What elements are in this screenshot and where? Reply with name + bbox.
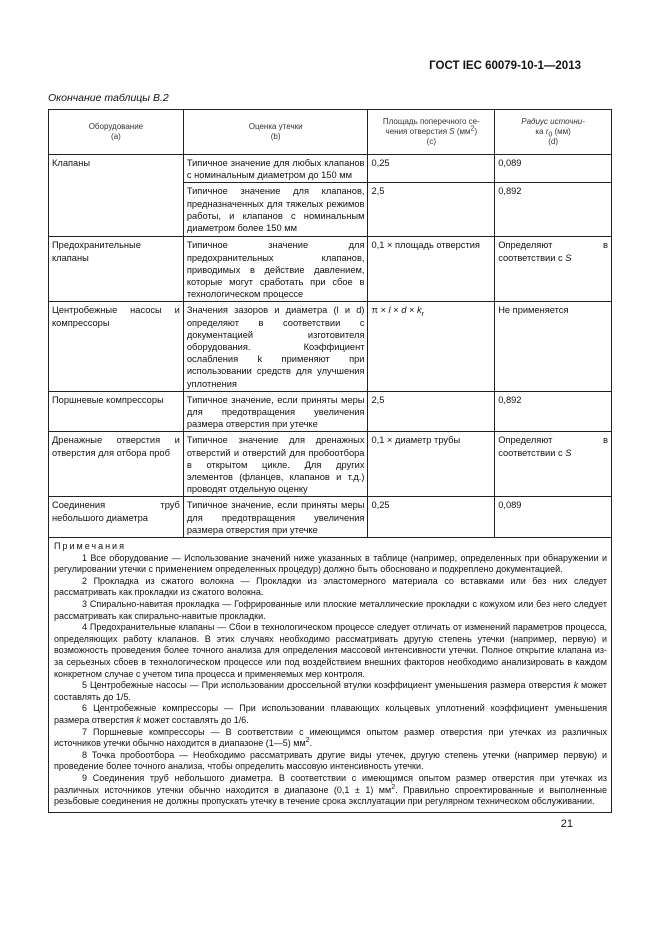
note-5 xyxy=(54,680,607,703)
variable-symbol: k xyxy=(416,305,422,316)
cell-radius-text: Определяют в соответствии с xyxy=(498,240,608,263)
table-row xyxy=(49,432,612,497)
column-header-area xyxy=(368,110,495,155)
cell-area: 0,1 × площадь отверстия xyxy=(368,237,495,302)
cell-radius xyxy=(495,432,612,497)
note-9 xyxy=(54,773,607,808)
cell-assessment: Значения зазоров и диаметра (l и d) определяют в соответствии с документацией изготовителя оборудования. Коэффициент ослабления k применяют при использовании средств для улучшения уплотнения xyxy=(183,302,368,391)
cell-assessment: Типичное значение, если приняты меры для предотвращения увеличения размера отверстия при утечке xyxy=(183,497,368,538)
variable-symbol: l xyxy=(388,305,391,316)
notes-row xyxy=(49,538,612,813)
cell-radius xyxy=(495,237,612,302)
variable-symbol: S xyxy=(565,252,572,263)
cell-assessment: Типичное значение, если приняты меры для предотвращения увеличения размера отверстия при утечке xyxy=(183,391,368,432)
note-text: может составлять до 1/6. xyxy=(140,714,249,725)
note-text: . xyxy=(309,738,313,749)
note-2: 2 Прокладка из сжатого волокна — Прокладки из эластомерного материала со вставками или без них следует рассматривать как прокладки из сжатого волокна. xyxy=(54,575,607,598)
formula-part: × xyxy=(390,305,402,316)
column-header-code: (b) xyxy=(270,132,281,141)
cell-equipment: Поршневые компрессоры xyxy=(49,391,184,432)
cell-equipment: Соединения труб небольшого диаметра xyxy=(49,497,184,538)
cell-area: 2,5 xyxy=(368,183,495,237)
column-header-label: Площадь поперечного се- xyxy=(382,117,480,126)
column-header-code: (d) xyxy=(548,137,558,146)
column-header-label: Оценка утечки xyxy=(248,122,303,131)
cell-radius: 0,089 xyxy=(495,497,612,538)
variable-symbol: d xyxy=(401,305,407,316)
column-header-label: Оборудование xyxy=(88,122,144,131)
cell-area xyxy=(368,302,495,391)
cell-radius-text: Определяют в соответствии с xyxy=(498,435,608,458)
table-row xyxy=(49,302,612,391)
cell-area: 2,5 xyxy=(368,391,495,432)
note-text: 9 Соединения труб небольшого диаметра. В соответствии с имеющимся опытом размер отверстия при утечках из различных источников утечки обычно находится в диапазоне (0,1 ± 1) мм xyxy=(54,772,607,795)
cell-assessment: Типичное значение для предохранительных клапанов, приводимых в действие давлением, которые могут сработать при сбое в технологическом процессе xyxy=(183,237,368,302)
document-standard-header: ГОСТ IEC 60079-10-1—2013 xyxy=(429,60,581,72)
superscript: 2 xyxy=(470,125,475,133)
equipment-leak-table xyxy=(48,109,612,813)
variable-symbol: r xyxy=(545,127,549,136)
cell-area: 0,1 × диаметр трубы xyxy=(368,432,495,497)
note-3: 3 Спирально-навитая прокладка — Гофрированные или плоские металлические прокладки с кожухом или без него следует рассматривать как спирально-навитые прокладки. xyxy=(54,599,607,621)
cell-assessment: Типичное значение для клапанов, предназначенных для тяжелых режимов работы, и клапанов с номинальным диаметром более 150 мм xyxy=(183,183,368,237)
note-4: 4 Предохранительные клапаны — Сбои в технологическом процессе следует отличать от изменений параметров процесса, определяющих работу клапанов. В этих случаях необходимо рассматривать другую степень утечки (например, первую) и возможность проведения более точного анализа для определения массовой интенсивности утечки. Полное открытие клапана из-за серьезных сбоев в технологическом процессе или под воздействием внешних факторов необходимо анализировать в каждом конкретном случае с учетом типа процесса и применяемых мер контроля. xyxy=(54,622,607,679)
cell-area: 0,25 xyxy=(368,497,495,538)
cell-radius: 0,892 xyxy=(495,183,612,237)
note-8: 8 Точка пробоотбора — Необходимо рассматривать другие виды утечек, другую степень утечки (например первую) и проведение более точного анализа, чтобы определить массовую интенсивность утечки. xyxy=(54,749,607,772)
table-row xyxy=(49,391,612,432)
column-header-label: (мм xyxy=(454,127,471,136)
variable-symbol: k xyxy=(136,714,141,725)
cell-radius: 0,892 xyxy=(495,391,612,432)
column-header-label: Радиус источни- xyxy=(521,117,585,126)
column-header-code: (a) xyxy=(111,132,121,141)
subscript: r xyxy=(421,311,424,319)
note-text: 7 Поршневые компрессоры — В соответствии с имеющимся опытом размер отверстия при утечках из различных источников утечки обычно находится в диапазоне (1—5) мм xyxy=(54,726,607,749)
note-text: . Правильно спроектированные и выполненные резьбовые соединения не должны пропускать утечку в течение срока эксплуатации при регулярном техническом обслуживании. xyxy=(54,784,607,807)
variable-symbol: S xyxy=(449,127,455,136)
table-header-row xyxy=(49,110,612,155)
cell-radius: Не применяется xyxy=(495,302,612,391)
cell-radius: 0,089 xyxy=(495,155,612,183)
column-header-code: (c) xyxy=(426,137,436,146)
note-6 xyxy=(54,703,607,726)
cell-equipment: Центробежные насосы и компрессоры xyxy=(49,302,184,391)
cell-assessment: Типичное значение для любых клапанов с номинальным диаметром до 150 мм xyxy=(183,155,368,183)
table-row xyxy=(49,497,612,538)
formula-part: × xyxy=(406,305,417,316)
table-caption: Окончание таблицы B.2 xyxy=(48,92,169,104)
column-header-assessment xyxy=(183,110,368,155)
cell-assessment: Типичное значение для дренажных отверстий и отверстий для пробоотбора в открытом цикле. Для других элементов (фланцев, клапанов и т.д.) проводят отдельную оценку xyxy=(183,432,368,497)
subscript: 0 xyxy=(548,131,553,139)
cell-area: 0,25 xyxy=(368,155,495,183)
note-text: может составлять до 1/5. xyxy=(54,680,607,702)
column-header-equipment xyxy=(49,110,184,155)
variable-symbol: k xyxy=(573,680,579,691)
formula-part: π × xyxy=(371,305,389,316)
cell-equipment: Предохранительные клапаны xyxy=(49,237,184,302)
variable-symbol: S xyxy=(565,447,572,458)
column-header-label: ка xyxy=(535,127,546,136)
note-text: 6 Центробежные компрессоры — При использовании плавающих кольцевых уплотнений коэффициент уменьшения размера отверстия xyxy=(54,703,607,725)
table-row xyxy=(49,237,612,302)
column-header-label: чения отверстия xyxy=(385,127,450,136)
page-number: 21 xyxy=(560,818,573,830)
column-header-radius xyxy=(495,110,612,155)
note-text: 5 Центробежные насосы — При использовании дроссельной втулки коэффициент уменьшения размера отверстия xyxy=(82,680,574,691)
table-row xyxy=(49,155,612,183)
column-header-label: ) xyxy=(474,127,478,136)
superscript: 2 xyxy=(391,783,396,791)
note-7 xyxy=(54,727,607,750)
cell-equipment: Клапаны xyxy=(49,155,184,237)
note-1: 1 Все оборудование — Использование значений ниже указанных в таблице (например, определенных при обнаружении и регулировании утечки с применением определенных процедур) должно быть обосновано и подкреплено документацией. xyxy=(54,552,607,575)
cell-equipment: Дренажные отверстия и отверстия для отбора проб xyxy=(49,432,184,497)
column-header-label: (мм) xyxy=(552,127,571,136)
superscript: 2 xyxy=(305,737,310,745)
notes-title: Примечания xyxy=(54,541,126,552)
notes-block xyxy=(49,538,612,813)
